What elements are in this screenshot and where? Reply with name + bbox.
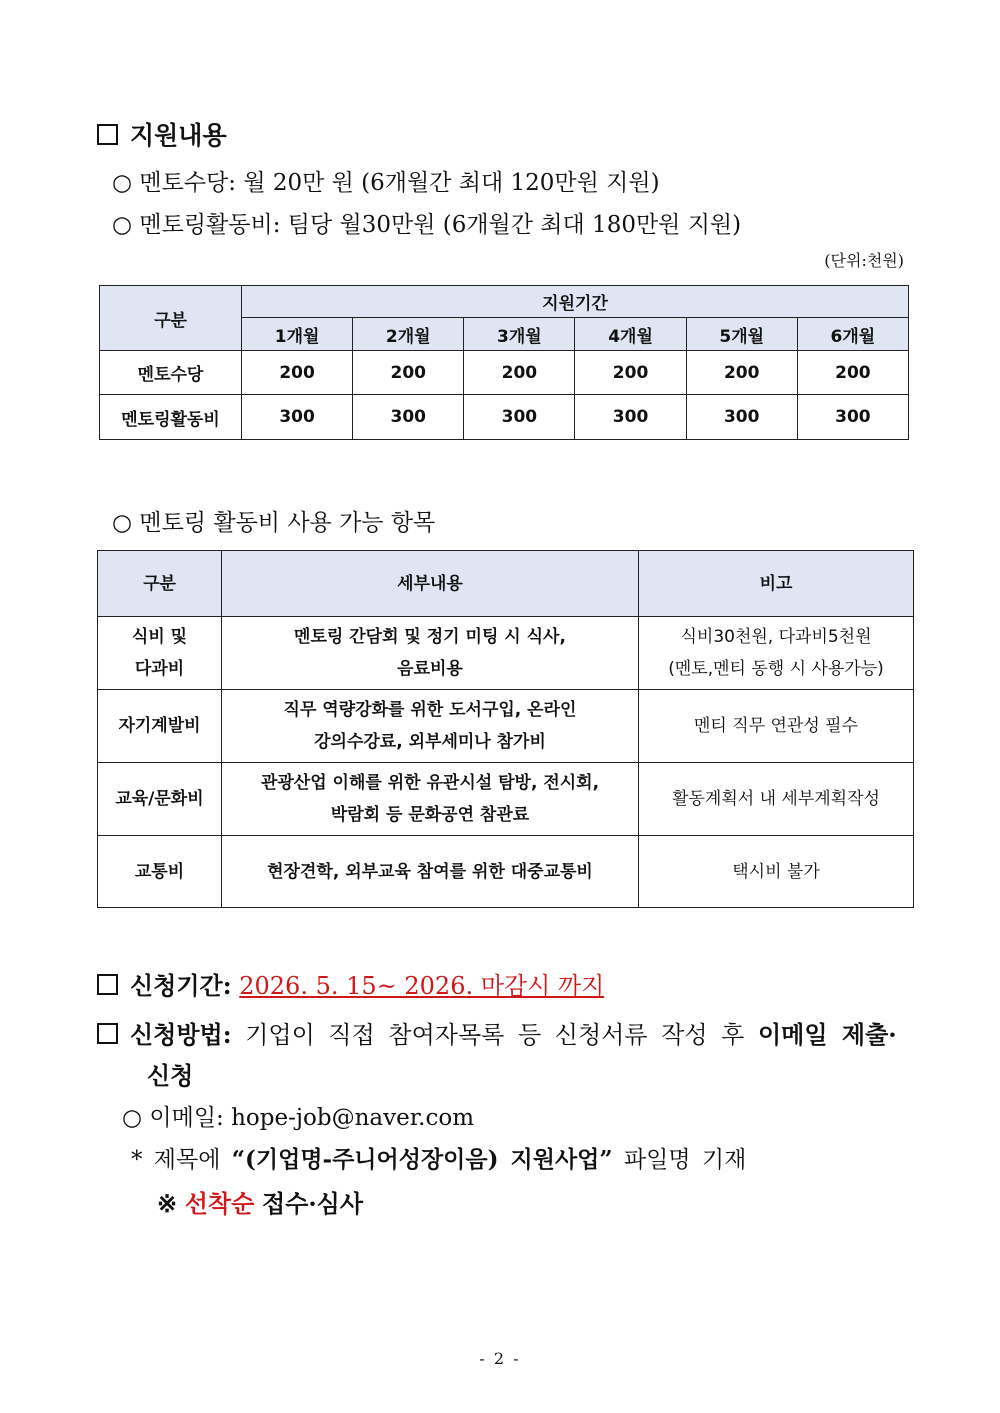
category-text: 식비 및 (131, 627, 188, 647)
detail-cell (222, 763, 639, 836)
note-cell (639, 617, 914, 690)
table-row (98, 690, 914, 763)
unit-note: (단위:천원) (824, 251, 904, 270)
checkbox-icon (97, 974, 118, 995)
table-header-category: 구분 (100, 286, 242, 351)
header-detail: 세부내용 (222, 551, 639, 617)
table-row (100, 351, 909, 395)
detail-cell: 현장견학, 외부교육 참여를 위한 대중교통비 (222, 836, 639, 908)
note-cell: 멘티 직무 연관성 필수 (639, 690, 914, 763)
header-note: 비고 (639, 551, 914, 617)
checkbox-icon (97, 1023, 118, 1044)
row-label: 멘토링활동비 (100, 395, 242, 440)
table-header-period: 지원기간 (242, 286, 909, 318)
row-label: 멘토수당 (100, 351, 242, 395)
method-text: 기업이 직접 참여자목록 등 신청서류 작성 후 (245, 1021, 745, 1049)
bullet-icon: ○ (112, 212, 133, 238)
reference-mark-icon: ※ (157, 1189, 178, 1218)
table-cell: 200 (353, 351, 464, 395)
table-row (98, 617, 914, 690)
month-header: 6개월 (797, 318, 908, 351)
email-line (122, 1099, 474, 1132)
table-cell: 200 (464, 351, 575, 395)
notice-red-text: 선착순 (184, 1189, 255, 1218)
month-header: 5개월 (686, 318, 797, 351)
month-header: 2개월 (353, 318, 464, 351)
table-row (98, 763, 914, 836)
support-heading-text: 지원내용 (130, 121, 227, 150)
subject-bold: “(기업명-주니어성장이음) 지원사업” (231, 1146, 613, 1173)
period-label: 신청기간: (130, 971, 232, 1000)
category-cell (98, 617, 222, 690)
table-cell: 300 (575, 395, 686, 440)
checkbox-icon (97, 124, 118, 145)
detail-text: 박람회 등 문화공연 참관료 (330, 805, 530, 825)
month-header: 4개월 (575, 318, 686, 351)
detail-text: 관광산업 이해를 위한 유관시설 탐방, 전시회, (260, 773, 600, 793)
category-text: 다과비 (134, 659, 185, 679)
note-text: 식비30천원, 다과비5천원 (680, 627, 872, 647)
table-cell: 300 (797, 395, 908, 440)
category-cell: 교육/문화비 (98, 763, 222, 836)
subject-suffix: 파일명 기재 (623, 1147, 747, 1173)
email-address: hope-job@naver.com (231, 1105, 475, 1131)
bullet-icon: ○ (112, 510, 133, 536)
category-cell: 교통비 (98, 836, 222, 908)
mentor-allowance-line (112, 164, 660, 197)
detail-cell (222, 690, 639, 763)
table-cell: 300 (353, 395, 464, 440)
application-period-line (97, 966, 604, 1001)
notice-line (157, 1184, 363, 1219)
subject-line (131, 1141, 746, 1174)
subject-prefix: * 제목에 (131, 1147, 221, 1173)
email-label: ○ 이메일: (122, 1105, 224, 1131)
table-cell: 300 (686, 395, 797, 440)
mentor-allowance-text: 멘토수당: 월 20만 원 (6개월간 최대 120만원 지원) (139, 170, 660, 196)
usable-items-table (97, 550, 914, 908)
page-number: - 2 - (479, 1349, 521, 1368)
table-cell: 200 (686, 351, 797, 395)
mentoring-activity-line (112, 206, 741, 239)
note-text: (멘토,멘티 동행 시 사용가능) (668, 659, 884, 679)
bullet-icon: ○ (112, 170, 133, 196)
usable-items-line (112, 504, 435, 537)
note-cell: 택시비 불가 (639, 836, 914, 908)
month-header: 1개월 (242, 318, 353, 351)
header-category: 구분 (98, 551, 222, 617)
category-cell: 자기계발비 (98, 690, 222, 763)
detail-text: 음료비용 (397, 659, 463, 679)
table-cell: 300 (464, 395, 575, 440)
month-header: 3개월 (464, 318, 575, 351)
support-period-table (99, 285, 909, 440)
detail-cell (222, 617, 639, 690)
table-row (100, 395, 909, 440)
usable-items-title: 멘토링 활동비 사용 가능 항목 (139, 510, 436, 536)
period-value: 2026. 5. 15~ 2026. 마감시 까지 (239, 972, 605, 1000)
table-cell: 200 (242, 351, 353, 395)
support-heading (97, 116, 227, 152)
detail-text: 강의수강료, 외부세미나 참가비 (314, 732, 546, 752)
notice-text: 접수·심사 (261, 1189, 364, 1218)
table-cell: 300 (242, 395, 353, 440)
table-row (98, 836, 914, 908)
application-method-line (97, 1015, 897, 1050)
note-cell: 활동계획서 내 세부계획작성 (639, 763, 914, 836)
table-cell: 200 (797, 351, 908, 395)
method-bold: 이메일 제출· (757, 1020, 897, 1049)
detail-text: 직무 역량강화를 위한 도서구입, 온라인 (283, 700, 577, 720)
method-label: 신청방법: (130, 1020, 232, 1049)
detail-text: 멘토링 간담회 및 정기 미팅 시 식사, (294, 627, 566, 647)
mentoring-activity-text: 멘토링활동비: 팀당 월30만원 (6개월간 최대 180만원 지원) (139, 212, 742, 238)
method-continuation: 신청 (147, 1061, 194, 1090)
table-cell: 200 (575, 351, 686, 395)
